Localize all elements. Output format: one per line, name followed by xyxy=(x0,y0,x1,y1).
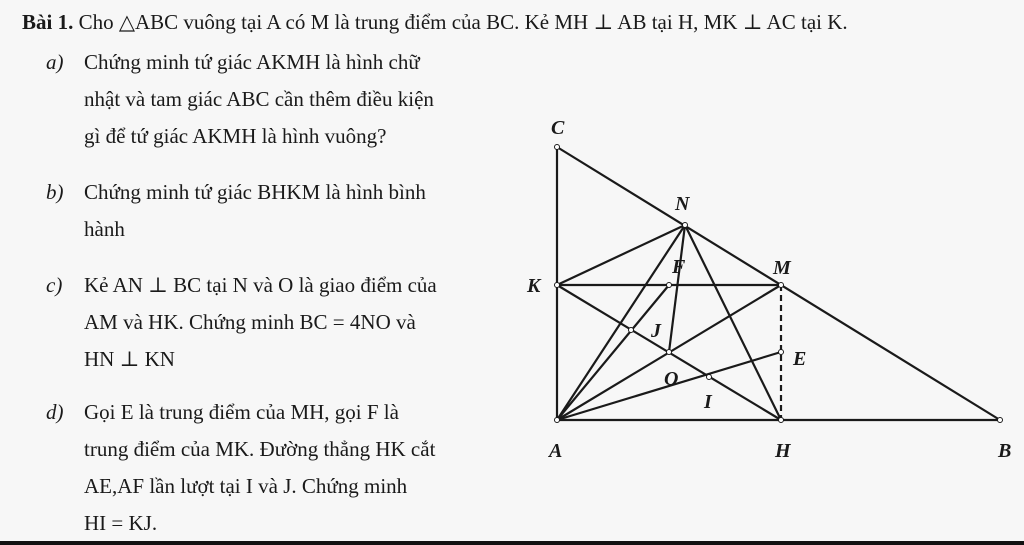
point-E xyxy=(779,350,784,355)
label-E: E xyxy=(793,348,807,370)
part-d-label: d) xyxy=(46,400,64,424)
problem-number: Bài 1. xyxy=(22,10,74,34)
label-O: O xyxy=(664,368,679,390)
point-A xyxy=(555,418,560,423)
part-c-line-3: HN ⊥ KN xyxy=(84,347,175,371)
point-J xyxy=(629,328,634,333)
part-b-line-2: hành xyxy=(84,217,125,241)
part-d-line-2: trung điểm của MK. Đường thẳng HK cắt xyxy=(84,437,436,461)
point-C xyxy=(555,145,560,150)
label-K: K xyxy=(527,275,541,297)
point-B xyxy=(998,418,1003,423)
segment-AF xyxy=(557,285,669,420)
problem-statement: Cho △ABC vuông tại A có M là trung điểm của BC. Kẻ MH ⊥ AB tại H, MK ⊥ AC tại K. xyxy=(73,10,848,34)
part-c-line-2: AM và HK. Chứng minh BC = 4NO và xyxy=(84,310,416,334)
label-M: M xyxy=(773,257,791,279)
label-J: J xyxy=(651,320,661,342)
part-d-line-3: AE,AF lần lượt tại I và J. Chứng minh xyxy=(84,474,408,498)
part-a-line-3: gì để tứ giác AKMH là hình vuông? xyxy=(84,124,387,148)
point-O xyxy=(667,350,672,355)
part-a-label: a) xyxy=(46,50,64,74)
part-b-line-1: Chứng minh tứ giác BHKM là hình bình xyxy=(84,180,426,204)
point-M xyxy=(779,283,784,288)
point-K xyxy=(555,283,560,288)
bottom-border xyxy=(0,541,1024,545)
label-C: C xyxy=(551,117,565,139)
part-d-line-4: HI = KJ. xyxy=(84,511,158,535)
label-I: I xyxy=(704,391,712,413)
label-N: N xyxy=(675,193,690,215)
part-b-label: b) xyxy=(46,180,64,204)
label-A: A xyxy=(549,440,563,462)
label-B: B xyxy=(998,440,1012,462)
part-a-line-1: Chứng minh tứ giác AKMH là hình chữ xyxy=(84,50,420,74)
point-F xyxy=(667,283,672,288)
point-H xyxy=(779,418,784,423)
label-H: H xyxy=(775,440,791,462)
label-F: F xyxy=(672,256,686,278)
point-N xyxy=(683,223,688,228)
point-I xyxy=(707,375,712,380)
part-d-line-1: Gọi E là trung điểm của MH, gọi F là xyxy=(84,400,399,424)
part-c-line-1: Kẻ AN ⊥ BC tại N và O là giao điểm của xyxy=(84,273,437,297)
part-c-label: c) xyxy=(46,273,63,297)
part-a-line-2: nhật và tam giác ABC cần thêm điều kiện xyxy=(84,87,434,111)
